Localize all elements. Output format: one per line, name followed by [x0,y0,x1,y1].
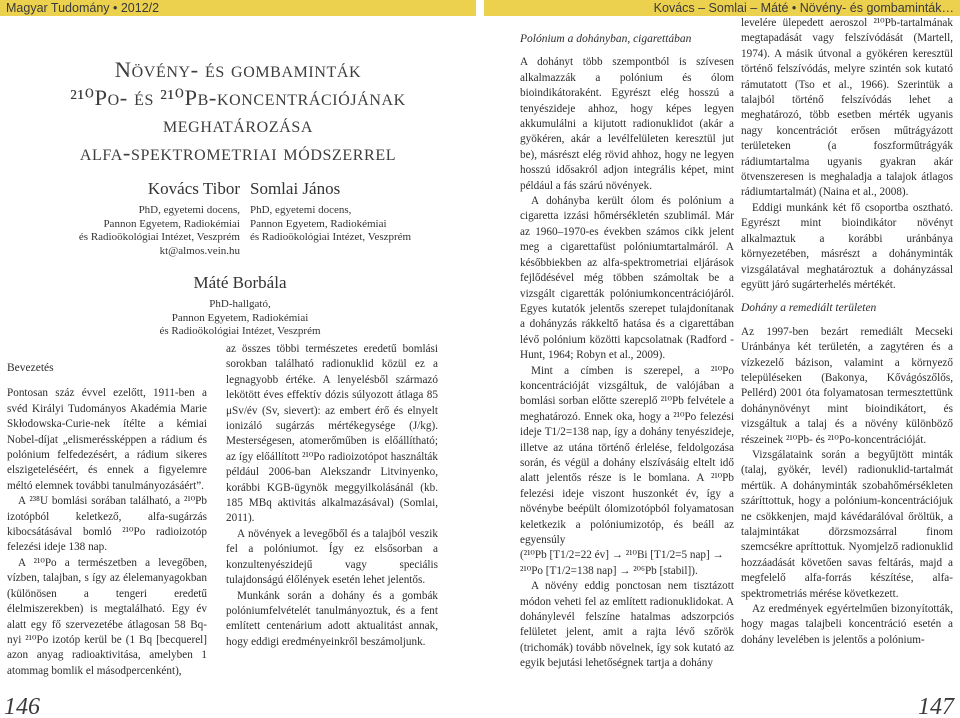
paragraph: Mint a címben is szerepel, a ²¹⁰Po koncentrációját vizsgáltuk, de valójában a bomlási sorban előtte szereplő ²¹⁰Pb felvétele a meghatározó. Ennek oka, hogy a ²¹⁰Po felezési ideje T1/2=138 nap, így a dohány tenyészideje, illetve az utána történő érlelése, feldolgozása során, és végül a dohány elszívásáig eltelt idő alatt jelentős része is le bomlana. A ²¹⁰Pb felezési ideje viszont huszonkét év, így a növénybe beépült ólomizotópból folyamatosan keletkezik a polóniumizotóp, és beáll az egyensúly [520,364,734,546]
author-email: kt@almos.vein.hu [159,244,240,257]
right-column-2 [741,16,953,648]
equation-line: ²¹⁰Po [T1/2=138 nap] → ²⁰⁶Pb [stabil]). [520,564,698,577]
section-heading: Dohány a remediált területen [741,302,877,315]
author-title: PhD, egyetemi docens, [138,204,240,216]
page-number: 146 [4,694,40,718]
equation-line: (²¹⁰Pb [T1/2=22 év] → ²¹⁰Bi [T1/2=5 nap] → [520,549,724,562]
paragraph: A dohányt több szempontból is szívesen alkalmazzák a polónium és ólom bioindikátoraként. Egyrészt elég hosszú a tenyészideje ahhoz, hogy képes legyen akkumulálni a kijutott radionuklidot (akár a gyökéren, akár a levélfelületen keresztül jut be), másrészt elég rövid ahhoz, hogy ne legyen hosszú idősakról adjon integrális képet, mint például a fás szárú növények. [520,56,734,192]
paragraph: levelére ülepedett aeroszol ²¹⁰Pb-tartalmának megtapadását vagy felszívódását (Martell, 1974). A másik útvonal a gyökéren keresztül történő felszívódás, melyre szintén sok kutató rámutatott (Tso et al., 1966). Szerintük a talajból történő felszívódás lehet a meghatározó, több esetben mérték ugyanis nagy koncentrációt erősen műtrágyázott területeken (a foszforműtrágyák rádiumtartalma ugyanis gyakran akár ötvenszeresen is meghaladja a talajok átlagos rádiumtartalmát) (Naina et al., 2008). [741,17,953,199]
left-column-1 [7,361,207,679]
paragraph: Pontosan száz évvel ezelőtt, 1911-ben a svéd Királyi Tudományos Akadémia Marie Skłodowska-Curie-nek ítélte a kémiai Nobel-díjat „elismeréssképpen a rádium és polónium felfedezésért, a rádium sikeres elszigeteléséért, és ennek a figyelemre méltó elemnek további tanulmányozásáért”. [7,387,207,492]
paragraph: Munkánk során a dohány és a gombák polóniumfelvételét tanulmányoztuk, és a fent említett centenárium adott aktualitást annak, hogy eddigi eredményeinkről beszámoljunk. [226,589,438,648]
author-name: Kovács Tibor [147,179,240,198]
author-name: Máté Borbála [193,273,287,292]
author-affiliation: Pannon Egyetem, Radiokémiai [103,217,240,230]
section-heading: Bevezetés [7,362,54,374]
left-column-2 [226,342,438,650]
author-name: Somlai János [250,179,341,198]
author-kovacs [60,178,240,258]
author-title: PhD-hallgató, [209,298,271,310]
author-mate [60,272,420,339]
paragraph: A ²³⁸U bomlási sorában található, a ²¹⁰Pb izotópból keletkező, alfa-sugárzás kibocsátásával bomló ²¹⁰Po radioizotóp felezési ideje 138 nap. [7,495,207,554]
author-affiliation: és Radioökológiai Intézet, Veszprém [159,325,321,337]
paragraph: A növények a levegőből és a talajból veszik fel a polóniumot. Így ez elsősorban a konzultenyészidejű vagy speciális tulajdonságú élőlények esetén lehet jelentős. [226,527,438,587]
page-number: 147 [918,694,954,718]
running-header-left: Magyar Tudomány • 2012/2 [0,0,476,16]
author-affiliation: Pannon Egyetem, Radiokémiai [171,311,309,324]
title-line-1: Növény- és gombaminták [114,57,362,82]
right-page [484,16,960,718]
paragraph: Eddigi munkánk két fő csoportba osztható. Egyrészt mint bioindikátor növényt alkalmaztuk a korábbi uránbánya környezetében, másrészt a dohányminták vizsgálatával meghatároztuk a dohányzással együtt járó sugárterhelés mértékét. [741,201,953,291]
title-line-3: meghatározása [162,112,314,137]
author-affiliation: Pannon Egyetem, Radiokémiai [250,217,387,230]
author-somlai [250,178,450,245]
paragraph: az összes többi természetes eredetű bomlási sorokban található radionuklid közül ez a legnagyobb értéke. A lenyelésből származó lekötött éves effektív dózis súlyozott átlaga 85 μSv/év (Sv, sievert): az embert érő és elnyelt ionizáló sugárzás mértékegysége (J/kg). Mesterségesen, atomerőműben is előállítható; az így előállított ²¹⁰Po radioizotópot használták például 2006-ban Alekszandr Litvinyenko, korábbi KGB-ügynök meggyilkolásánál (kb. 185 MBq aktivitás alkalmazásával) (Somlai, 2011). [226,343,438,525]
paragraph: A dohányba került ólom és polónium a cigaretta izzási hőmérsékletén szublimál. Már az 1960–1970-es években számos cikk jelent meg a cigarettafüst polóniumtartalmáról. A későbbiekben az alfa-spektrometriai eljárások fejlődésével még többen számoltak be a vizsgált cigaretták polóniumkoncentrációjáról. Egyes kutatók jelentős szerepet tulajdonítanak a dohányzás rákkeltő hatása és a cigarettában lévő polónium közötti kapcsolatnak (Radford - Hunt, 1964; Robyn et al., 2009). [520,195,734,362]
left-page [0,16,476,718]
title-line-4: alfa-spektrometriai módszerrel [79,139,397,165]
right-column-1 [520,32,734,672]
paragraph: A növény eddig ponctosan nem tisztázott módon veheti fel az említett radionuklidokat. A dohánylevél felszíne hatalmas adszorpciós felületet jelent, amit a rajta lévő szőrök (trichomák) tovább növelnek, így sok kutató az egyik bejutási lehetőségnek tartja a dohány [520,580,734,670]
title-line-2: ²¹⁰Po- és ²¹⁰Pb-koncentrációjának [70,84,406,110]
paragraph: A ²¹⁰Po a természetben a levegőben, vízben, talajban, s így az élelemanyagokban (különösen a tengeri eredetű élelmiszerekben) is megtalálható. Egy év alatt egy fő szervezetébe átlagosan 58 Bq-nyi ²¹⁰Po izotóp kerül be (1 Bq [becquerel] azon anyag radioaktivitása, amelyben 1 atommag bomlik el másodpercenként), [7,556,207,677]
paragraph: Az 1997-ben bezárt remediált Mecseki Uránbánya két területén, a zagytéren és a vízkezelő bázison, valamint a környező településeken (Bakonya, Kővágószőlős, Pellérd) 2001 óta folyamatosan termesztettünk dohánynövényt mint bioindikátort, és vizsgáltuk a talaj és a növény különböző részeinek ²¹⁰Pb- és ²¹⁰Po-koncentrációját. [741,325,953,446]
author-title: PhD, egyetemi docens, [250,204,352,216]
author-affiliation: és Radioökológiai Intézet, Veszprém [250,231,412,243]
paragraph: Az eredmények egyértelműen bizonyították, hogy magas talajbeli koncentráció esetén a dohány levelében is jelentős a polónium- [741,603,953,646]
running-header-right: Kovács – Somlai – Máté • Növény- és gombaminták… [484,0,960,16]
paragraph: Vizsgálataink során a begyűjtött minták (talaj, gyökér, levél) radionuklid-tartalmát mértük. A dohányminták szobahőmérsékleten száríttottuk, hogy a polónium-koncentrációjuk ne csökkenjen, majd kávédarálóval őröltük, a talajmintákat dörzsmozsárral finom szemcsékre apríttottuk. Nyomjelző radionuklid hozzáadását követően savas feltárás, majd a megfelelő alfa-forrás készítése, alfa-spektrometriás mérése következett. [741,448,953,600]
author-affiliation: és Radioökológiai Intézet, Veszprém [78,231,240,243]
section-heading: Polónium a dohányban, cigarettában [520,33,692,45]
article-title [0,56,476,166]
